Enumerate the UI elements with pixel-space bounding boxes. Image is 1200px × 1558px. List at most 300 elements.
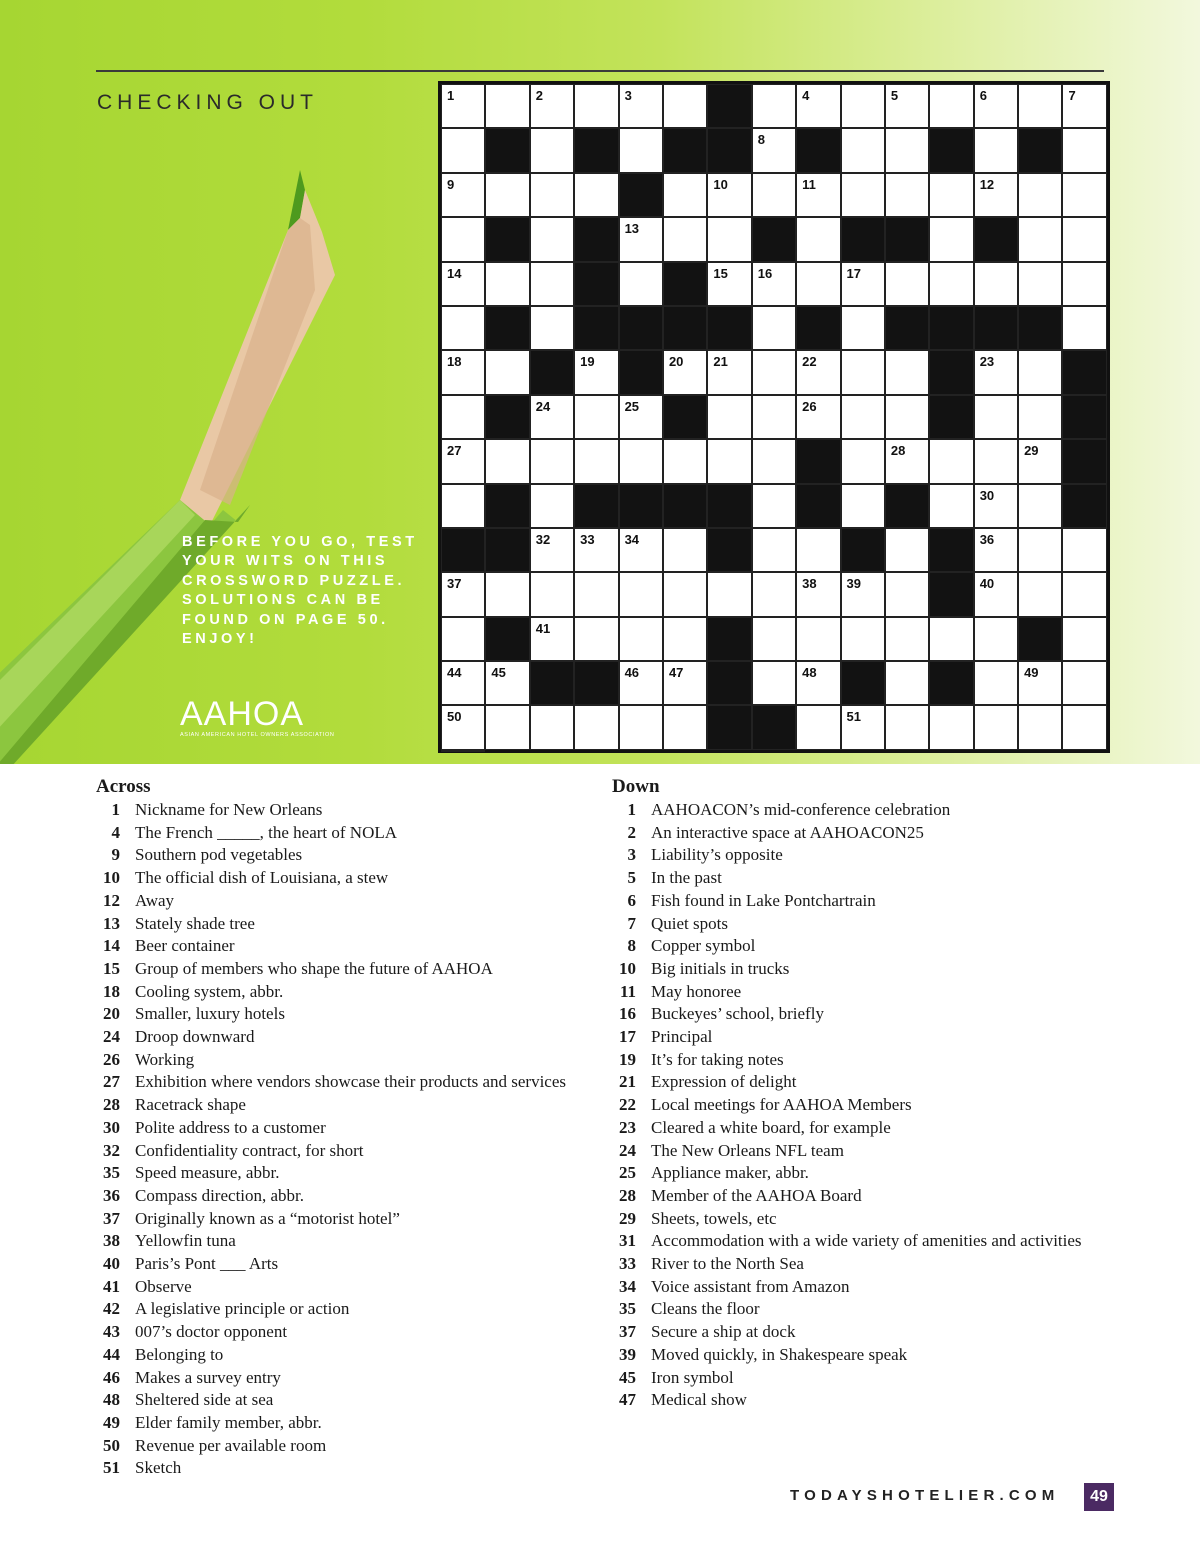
clue-number: 7 xyxy=(627,913,636,933)
clue-item xyxy=(612,890,1172,913)
crossword-cell[interactable] xyxy=(485,84,529,128)
clue-item xyxy=(96,1026,596,1049)
crossword-cell[interactable] xyxy=(974,705,1018,749)
clue-number: 14 xyxy=(103,936,120,956)
black-square xyxy=(707,528,751,572)
crossword-cell[interactable] xyxy=(974,439,1018,483)
crossword-cell[interactable] xyxy=(752,84,796,128)
black-square xyxy=(974,217,1018,261)
clue-item xyxy=(96,1094,596,1117)
clue-text: Working xyxy=(135,1049,195,1069)
crossword-cell[interactable] xyxy=(796,572,840,616)
clue-number: 30 xyxy=(103,1117,120,1137)
cell-number: 25 xyxy=(624,398,640,414)
black-square xyxy=(530,661,574,705)
crossword-cell[interactable] xyxy=(530,705,574,749)
crossword-cell[interactable] xyxy=(441,439,485,483)
clue-item xyxy=(612,913,1172,936)
black-square xyxy=(974,306,1018,350)
crossword-cell[interactable] xyxy=(574,350,618,394)
crossword-grid[interactable] xyxy=(438,81,1110,753)
across-clue-list xyxy=(96,799,596,1480)
clue-item xyxy=(612,1049,1172,1072)
crossword-cell[interactable] xyxy=(752,528,796,572)
crossword-cell[interactable] xyxy=(441,705,485,749)
clue-number: 2 xyxy=(627,822,636,842)
cell-number: 7 xyxy=(1068,88,1076,103)
clue-number: 34 xyxy=(619,1276,636,1296)
crossword-cell[interactable] xyxy=(530,128,574,172)
crossword-cell[interactable] xyxy=(885,439,929,483)
clue-number: 26 xyxy=(103,1049,120,1069)
crossword-cell[interactable] xyxy=(1018,528,1062,572)
clue-text: Quiet spots xyxy=(651,913,728,933)
clue-number: 28 xyxy=(103,1095,120,1115)
black-square xyxy=(707,617,751,661)
crossword-cell[interactable] xyxy=(841,306,885,350)
clue-number: 41 xyxy=(103,1276,120,1296)
clue-item xyxy=(612,981,1172,1004)
crossword-cell[interactable] xyxy=(885,84,929,128)
cell-number: 26 xyxy=(802,398,817,414)
black-square xyxy=(574,306,618,350)
black-square xyxy=(796,439,840,483)
crossword-cell[interactable] xyxy=(974,173,1018,217)
across-clues xyxy=(96,776,596,1480)
clue-text: Makes a survey entry xyxy=(135,1367,281,1387)
cell-number: 46 xyxy=(624,665,640,681)
crossword-cell[interactable] xyxy=(663,572,707,616)
clue-number: 40 xyxy=(103,1254,120,1274)
crossword-cell[interactable] xyxy=(574,572,618,616)
crossword-cell[interactable] xyxy=(885,528,929,572)
crossword-cell[interactable] xyxy=(841,173,885,217)
crossword-cell[interactable] xyxy=(752,395,796,439)
crossword-cell[interactable] xyxy=(1018,217,1062,261)
crossword-cell[interactable] xyxy=(663,705,707,749)
crossword-cell[interactable] xyxy=(929,217,973,261)
crossword-cell[interactable] xyxy=(1062,84,1106,128)
black-square xyxy=(619,173,663,217)
crossword-cell[interactable] xyxy=(574,395,618,439)
crossword-cell[interactable] xyxy=(530,173,574,217)
crossword-cell[interactable] xyxy=(1018,572,1062,616)
crossword-cell[interactable] xyxy=(752,617,796,661)
crossword-cell[interactable] xyxy=(929,439,973,483)
crossword-cell[interactable] xyxy=(707,395,751,439)
clue-text: Iron symbol xyxy=(651,1367,734,1387)
crossword-cell[interactable] xyxy=(530,262,574,306)
crossword-cell[interactable] xyxy=(663,84,707,128)
crossword-cell[interactable] xyxy=(752,484,796,528)
crossword-cell[interactable] xyxy=(796,84,840,128)
black-square xyxy=(707,661,751,705)
crossword-cell[interactable] xyxy=(485,262,529,306)
clue-number: 20 xyxy=(103,1004,120,1024)
section-title: CHECKING OUT xyxy=(97,91,319,114)
cell-number: 37 xyxy=(447,576,462,592)
clue-item xyxy=(96,935,596,958)
crossword-cell[interactable] xyxy=(974,262,1018,306)
clue-number: 1 xyxy=(627,800,636,819)
crossword-cell[interactable] xyxy=(485,439,529,483)
crossword-cell[interactable] xyxy=(796,350,840,394)
black-square xyxy=(752,217,796,261)
clue-number: 25 xyxy=(619,1163,636,1183)
crossword-cell[interactable] xyxy=(752,439,796,483)
crossword-cell[interactable] xyxy=(796,173,840,217)
crossword-cell[interactable] xyxy=(530,617,574,661)
crossword-cell[interactable] xyxy=(1018,262,1062,306)
crossword-cell[interactable] xyxy=(1018,661,1062,705)
clue-number: 39 xyxy=(619,1344,636,1364)
crossword-cell[interactable] xyxy=(796,395,840,439)
clue-item xyxy=(612,1367,1172,1390)
black-square xyxy=(1062,484,1106,528)
crossword-cell[interactable] xyxy=(974,395,1018,439)
crossword-cell[interactable] xyxy=(1018,484,1062,528)
crossword-cell[interactable] xyxy=(885,705,929,749)
crossword-cell[interactable] xyxy=(441,173,485,217)
crossword-cell[interactable] xyxy=(619,262,663,306)
crossword-cell[interactable] xyxy=(841,262,885,306)
crossword-cell[interactable] xyxy=(619,572,663,616)
clue-item xyxy=(612,822,1172,845)
clue-number: 48 xyxy=(103,1390,120,1410)
crossword-cell[interactable] xyxy=(841,572,885,616)
black-square xyxy=(929,395,973,439)
crossword-cell[interactable] xyxy=(485,350,529,394)
cell-number: 1 xyxy=(447,88,455,103)
clue-number: 6 xyxy=(627,890,636,910)
crossword-cell[interactable] xyxy=(752,350,796,394)
clue-text: Cleared a white board, for example xyxy=(651,1117,891,1137)
crossword-cell[interactable] xyxy=(619,217,663,261)
crossword-cell[interactable] xyxy=(752,661,796,705)
clue-item xyxy=(612,867,1172,890)
crossword-cell[interactable] xyxy=(530,572,574,616)
clue-text: AAHOACON’s mid-conference celebration xyxy=(651,800,951,819)
crossword-cell[interactable] xyxy=(796,617,840,661)
crossword-cell[interactable] xyxy=(530,395,574,439)
clue-text: Smaller, luxury hotels xyxy=(135,1004,285,1024)
crossword-cell[interactable] xyxy=(619,84,663,128)
crossword-cell[interactable] xyxy=(485,173,529,217)
crossword-cell[interactable] xyxy=(974,617,1018,661)
crossword-cell[interactable] xyxy=(530,439,574,483)
clue-item xyxy=(96,958,596,981)
clue-item xyxy=(96,1412,596,1435)
crossword-cell[interactable] xyxy=(530,217,574,261)
clue-item xyxy=(96,1367,596,1390)
crossword-cell[interactable] xyxy=(841,395,885,439)
crossword-cell[interactable] xyxy=(1062,705,1106,749)
black-square xyxy=(929,306,973,350)
clue-item xyxy=(612,1162,1172,1185)
crossword-cell[interactable] xyxy=(1062,173,1106,217)
black-square xyxy=(619,350,663,394)
crossword-cell[interactable] xyxy=(929,173,973,217)
cell-number: 4 xyxy=(802,88,810,103)
crossword-cell[interactable] xyxy=(885,617,929,661)
black-square xyxy=(707,484,751,528)
clue-text: Voice assistant from Amazon xyxy=(651,1276,850,1296)
clue-number: 17 xyxy=(619,1027,636,1047)
crossword-cell[interactable] xyxy=(929,484,973,528)
crossword-cell[interactable] xyxy=(619,528,663,572)
clue-number: 10 xyxy=(103,868,120,888)
crossword-cell[interactable] xyxy=(441,395,485,439)
crossword-cell[interactable] xyxy=(841,617,885,661)
crossword-cell[interactable] xyxy=(796,262,840,306)
crossword-cell[interactable] xyxy=(663,173,707,217)
crossword-cell[interactable] xyxy=(1018,84,1062,128)
crossword-cell[interactable] xyxy=(485,705,529,749)
across-heading: Across xyxy=(96,776,151,797)
crossword-cell[interactable] xyxy=(574,617,618,661)
clue-text: Secure a ship at dock xyxy=(651,1322,796,1342)
crossword-cell[interactable] xyxy=(1062,306,1106,350)
crossword-cell[interactable] xyxy=(885,350,929,394)
clue-item xyxy=(96,1389,596,1412)
crossword-cell[interactable] xyxy=(752,173,796,217)
crossword-cell[interactable] xyxy=(663,661,707,705)
clue-text: A legislative principle or action xyxy=(135,1299,350,1319)
crossword-cell[interactable] xyxy=(441,572,485,616)
crossword-cell[interactable] xyxy=(707,173,751,217)
black-square xyxy=(929,350,973,394)
black-square xyxy=(485,306,529,350)
clue-text: Sketch xyxy=(135,1458,182,1478)
crossword-cell[interactable] xyxy=(841,84,885,128)
crossword-cell[interactable] xyxy=(1018,395,1062,439)
crossword-cell[interactable] xyxy=(707,572,751,616)
clue-number: 4 xyxy=(111,822,120,842)
crossword-cell[interactable] xyxy=(929,84,973,128)
crossword-cell[interactable] xyxy=(974,484,1018,528)
clue-item xyxy=(612,958,1172,981)
crossword-cell[interactable] xyxy=(619,617,663,661)
clue-item xyxy=(612,1230,1172,1253)
black-square xyxy=(885,217,929,261)
crossword-cell[interactable] xyxy=(619,395,663,439)
crossword-cell[interactable] xyxy=(1062,661,1106,705)
crossword-cell[interactable] xyxy=(885,128,929,172)
crossword-cell[interactable] xyxy=(574,173,618,217)
crossword-cell[interactable] xyxy=(707,262,751,306)
clue-text: In the past xyxy=(651,868,722,888)
crossword-cell[interactable] xyxy=(574,705,618,749)
cell-number: 19 xyxy=(580,354,595,370)
clue-text: Appliance maker, abbr. xyxy=(651,1163,809,1183)
clue-number: 3 xyxy=(627,845,636,865)
crossword-cell[interactable] xyxy=(752,572,796,616)
black-square xyxy=(796,128,840,172)
crossword-cell[interactable] xyxy=(752,306,796,350)
clue-text: Observe xyxy=(135,1276,192,1296)
cell-number: 10 xyxy=(713,176,728,192)
crossword-cell[interactable] xyxy=(441,128,485,172)
crossword-cell[interactable] xyxy=(796,217,840,261)
crossword-cell[interactable] xyxy=(619,128,663,172)
logo-wordmark: AAHOA xyxy=(180,695,305,733)
crossword-cell[interactable] xyxy=(841,705,885,749)
crossword-cell[interactable] xyxy=(885,572,929,616)
crossword-cell[interactable] xyxy=(1062,262,1106,306)
clue-text: Compass direction, abbr. xyxy=(135,1185,305,1205)
clue-item xyxy=(96,867,596,890)
cell-number: 2 xyxy=(535,88,544,103)
clue-number: 43 xyxy=(103,1322,120,1342)
clue-text: Sheltered side at sea xyxy=(135,1390,274,1410)
clue-item xyxy=(96,913,596,936)
clue-text: Revenue per available room xyxy=(135,1435,327,1455)
clue-number: 37 xyxy=(619,1322,636,1342)
crossword-cell[interactable] xyxy=(1018,439,1062,483)
crossword-cell[interactable] xyxy=(441,262,485,306)
crossword-cell[interactable] xyxy=(1062,528,1106,572)
clue-text: Droop downward xyxy=(135,1027,255,1047)
down-clues xyxy=(612,776,1172,1412)
crossword-cell[interactable] xyxy=(441,84,485,128)
crossword-cell[interactable] xyxy=(1062,217,1106,261)
clue-item xyxy=(96,822,596,845)
crossword-cell[interactable] xyxy=(530,84,574,128)
black-square xyxy=(663,128,707,172)
cell-number: 27 xyxy=(447,443,462,459)
crossword-cell[interactable] xyxy=(663,350,707,394)
crossword-cell[interactable] xyxy=(929,705,973,749)
crossword-cell[interactable] xyxy=(885,395,929,439)
clue-item xyxy=(96,1457,596,1480)
clue-item xyxy=(612,1298,1172,1321)
footer-website[interactable]: TODAYSHOTELIER.COM xyxy=(790,1487,1060,1504)
clue-item xyxy=(96,844,596,867)
crossword-cell[interactable] xyxy=(885,173,929,217)
crossword-cell[interactable] xyxy=(1018,173,1062,217)
crossword-cell[interactable] xyxy=(619,439,663,483)
crossword-cell[interactable] xyxy=(663,528,707,572)
black-square xyxy=(530,350,574,394)
black-square xyxy=(885,306,929,350)
crossword-cell[interactable] xyxy=(974,84,1018,128)
clue-item xyxy=(96,1185,596,1208)
black-square xyxy=(929,661,973,705)
cell-number: 41 xyxy=(535,620,551,636)
cell-number: 23 xyxy=(979,354,995,370)
crossword-cell[interactable] xyxy=(885,661,929,705)
crossword-cell[interactable] xyxy=(841,128,885,172)
black-square xyxy=(663,306,707,350)
black-square xyxy=(929,572,973,616)
crossword-cell[interactable] xyxy=(752,262,796,306)
cell-number: 15 xyxy=(713,265,728,281)
clue-item xyxy=(96,890,596,913)
crossword-cell[interactable] xyxy=(707,217,751,261)
crossword-cell[interactable] xyxy=(1018,350,1062,394)
crossword-cell[interactable] xyxy=(796,661,840,705)
crossword-cell[interactable] xyxy=(441,484,485,528)
clue-item xyxy=(612,1321,1172,1344)
crossword-cell[interactable] xyxy=(619,705,663,749)
clue-text: River to the North Sea xyxy=(651,1254,804,1274)
clue-number: 38 xyxy=(103,1231,120,1251)
clue-text: Southern pod vegetables xyxy=(135,845,303,865)
crossword-cell[interactable] xyxy=(929,617,973,661)
cell-number: 18 xyxy=(447,354,462,370)
clue-number: 49 xyxy=(103,1412,120,1432)
clue-number: 16 xyxy=(619,1004,636,1024)
crossword-cell[interactable] xyxy=(841,350,885,394)
clue-number: 50 xyxy=(103,1435,120,1455)
cell-number: 36 xyxy=(979,531,995,547)
crossword-cell[interactable] xyxy=(441,661,485,705)
clue-number: 36 xyxy=(103,1185,120,1205)
crossword-cell[interactable] xyxy=(574,439,618,483)
crossword-cell[interactable] xyxy=(929,262,973,306)
crossword-cell[interactable] xyxy=(663,439,707,483)
crossword-cell[interactable] xyxy=(974,350,1018,394)
clue-item xyxy=(96,1071,596,1094)
crossword-cell[interactable] xyxy=(974,661,1018,705)
cell-number: 9 xyxy=(447,176,455,192)
clue-number: 12 xyxy=(103,890,120,910)
crossword-cell[interactable] xyxy=(1062,617,1106,661)
clue-text: Elder family member, abbr. xyxy=(135,1412,322,1432)
crossword-cell[interactable] xyxy=(530,484,574,528)
crossword-cell[interactable] xyxy=(441,617,485,661)
clue-item xyxy=(96,1049,596,1072)
crossword-cell[interactable] xyxy=(841,439,885,483)
cell-number: 17 xyxy=(846,265,861,281)
clue-text: Speed measure, abbr. xyxy=(135,1163,280,1183)
page-number-badge: 49 xyxy=(1084,1483,1114,1511)
crossword-cell[interactable] xyxy=(796,705,840,749)
clue-item xyxy=(96,1003,596,1026)
crossword-cell[interactable] xyxy=(441,306,485,350)
crossword-cell[interactable] xyxy=(441,350,485,394)
crossword-cell[interactable] xyxy=(530,306,574,350)
crossword-cell[interactable] xyxy=(485,661,529,705)
clue-number: 29 xyxy=(619,1208,636,1228)
crossword-cell[interactable] xyxy=(663,217,707,261)
crossword-cell[interactable] xyxy=(1062,572,1106,616)
crossword-cell[interactable] xyxy=(885,262,929,306)
crossword-cell[interactable] xyxy=(974,128,1018,172)
crossword-cell[interactable] xyxy=(707,439,751,483)
crossword-cell[interactable] xyxy=(796,528,840,572)
crossword-cell[interactable] xyxy=(841,484,885,528)
crossword-cell[interactable] xyxy=(574,84,618,128)
crossword-cell[interactable] xyxy=(485,572,529,616)
clue-text: It’s for taking notes xyxy=(651,1049,784,1069)
crossword-cell[interactable] xyxy=(441,217,485,261)
clue-number: 22 xyxy=(619,1095,636,1115)
clue-number: 19 xyxy=(619,1049,636,1069)
crossword-cell[interactable] xyxy=(974,528,1018,572)
black-square xyxy=(1062,395,1106,439)
crossword-cell[interactable] xyxy=(1018,705,1062,749)
crossword-cell[interactable] xyxy=(752,128,796,172)
cell-number: 6 xyxy=(979,88,987,103)
crossword-cell[interactable] xyxy=(663,617,707,661)
crossword-cell[interactable] xyxy=(1062,128,1106,172)
crossword-cell[interactable] xyxy=(707,350,751,394)
crossword-cell[interactable] xyxy=(574,528,618,572)
crossword-cell[interactable] xyxy=(530,528,574,572)
crossword-cell[interactable] xyxy=(619,661,663,705)
crossword-cell[interactable] xyxy=(974,572,1018,616)
